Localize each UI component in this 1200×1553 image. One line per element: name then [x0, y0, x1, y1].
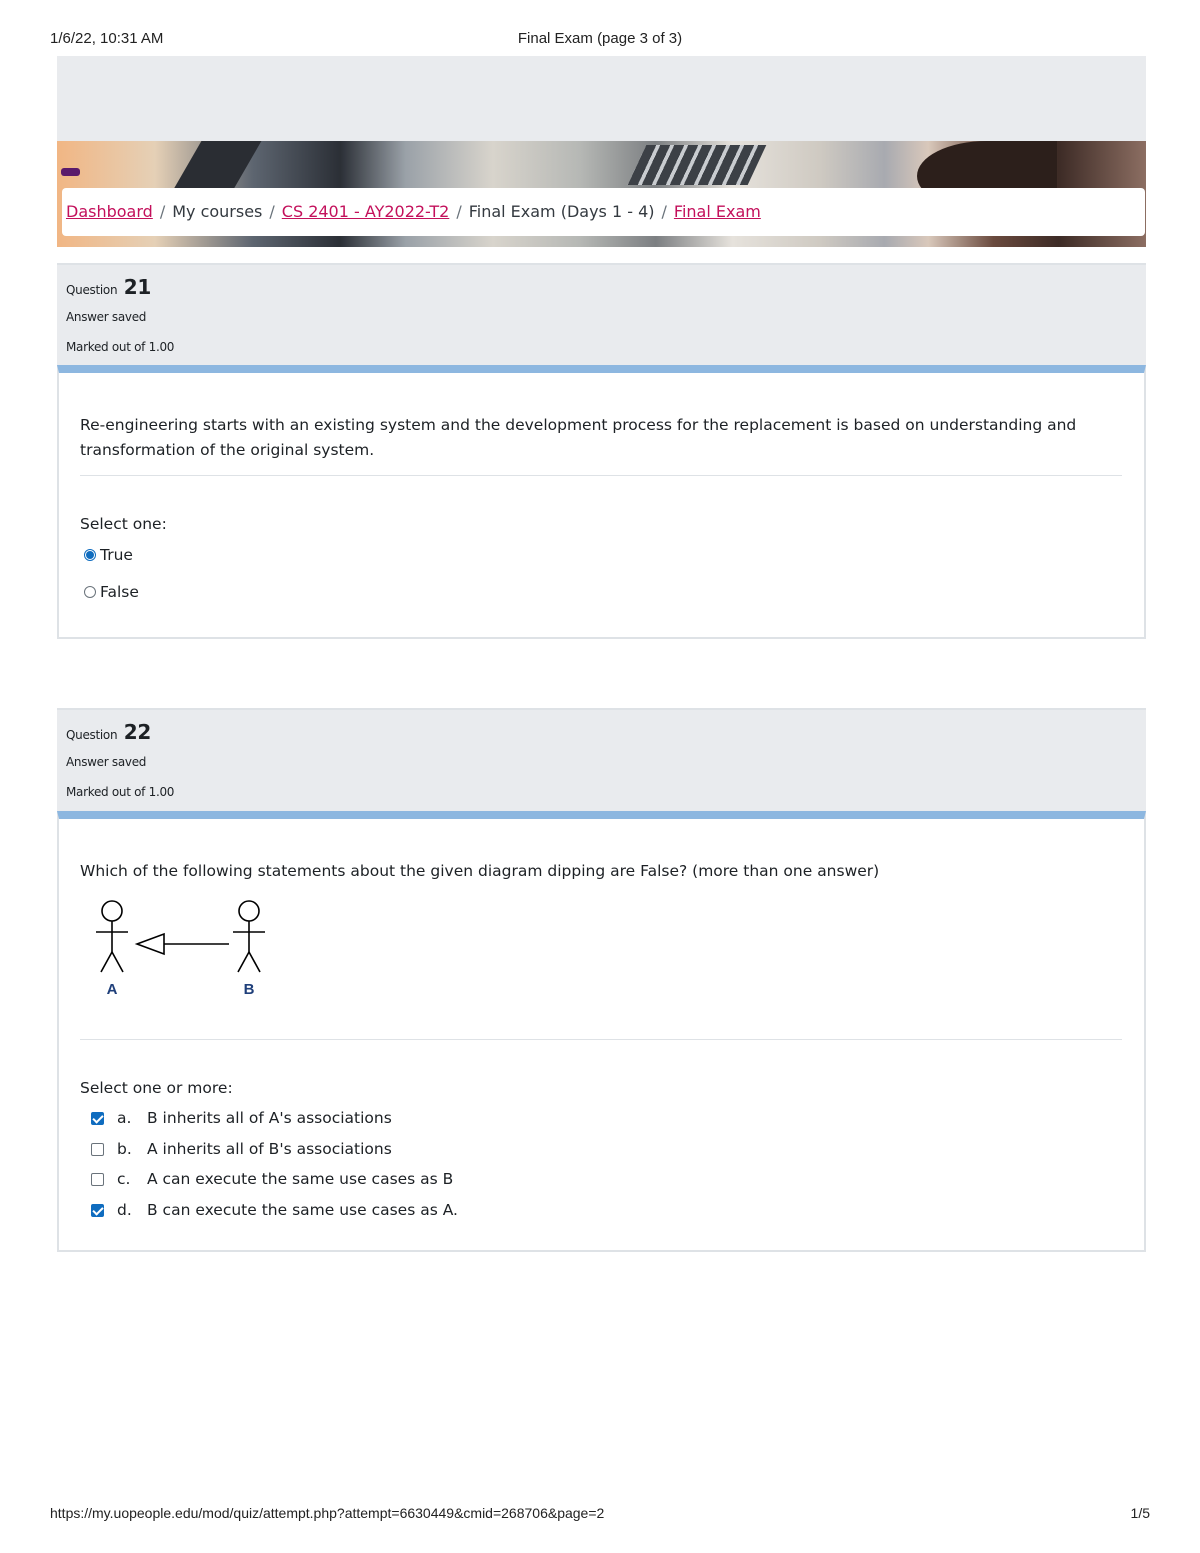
radio-button-checked[interactable]: [84, 549, 96, 561]
option-letter: a.: [117, 1109, 132, 1127]
breadcrumb-my-courses: My courses: [172, 202, 263, 221]
option-a[interactable]: [91, 1109, 392, 1127]
option-label: A can execute the same use cases as B: [147, 1170, 454, 1188]
print-footer: [50, 1505, 1150, 1525]
actor-b-label: B: [243, 981, 255, 998]
option-label: False: [100, 583, 139, 601]
checkbox[interactable]: [91, 1173, 104, 1186]
option-label: True: [100, 546, 133, 564]
option-label: B can execute the same use cases as A.: [147, 1201, 458, 1219]
question-grade: Marked out of 1.00: [66, 785, 175, 799]
top-band: [57, 56, 1146, 141]
print-datetime: 1/6/22, 10:31 AM: [50, 30, 164, 47]
question-state: Answer saved: [66, 310, 147, 324]
breadcrumb: [62, 188, 1145, 236]
breadcrumb-section: Final Exam (Days 1 - 4): [468, 202, 655, 221]
breadcrumb-final-exam-link[interactable]: Final Exam: [673, 202, 761, 221]
actor-a-label: A: [106, 981, 118, 998]
breadcrumb-separator: /: [269, 202, 275, 221]
question-label: Question: [66, 728, 118, 742]
question-state: Answer saved: [66, 755, 147, 769]
print-url: https://my.uopeople.edu/mod/quiz/attempt.php?attempt=6630449&cmid=268706&page=2: [50, 1505, 605, 1521]
question-text: Which of the following statements about the given diagram dipping are False? (more than one answer): [80, 862, 880, 880]
option-letter: b.: [117, 1140, 132, 1158]
print-page-title: Final Exam (page 3 of 3): [517, 30, 683, 47]
question-label: Question: [66, 283, 118, 297]
breadcrumb-separator: /: [661, 202, 667, 221]
option-b[interactable]: [91, 1140, 392, 1158]
actor-a-icon: [96, 901, 128, 972]
option-letter: c.: [117, 1170, 131, 1188]
option-true[interactable]: [84, 546, 133, 564]
question-21-info: [57, 263, 1146, 365]
divider: [80, 1039, 1122, 1040]
answer-prompt: Select one or more:: [80, 1079, 233, 1097]
question-22-content: [57, 811, 1146, 1252]
option-letter: d.: [117, 1201, 132, 1219]
option-c[interactable]: [91, 1170, 453, 1188]
breadcrumb-dashboard-link[interactable]: Dashboard: [66, 202, 153, 221]
print-page-number: 1/5: [1130, 1505, 1150, 1521]
divider: [80, 475, 1122, 476]
checkbox-checked[interactable]: [91, 1112, 104, 1125]
option-false[interactable]: [84, 583, 139, 601]
question-21-content: [57, 365, 1146, 639]
checkbox-checked[interactable]: [91, 1204, 104, 1217]
question-grade: Marked out of 1.00: [66, 340, 175, 354]
radio-button[interactable]: [84, 586, 96, 598]
option-label: A inherits all of B's associations: [147, 1140, 392, 1158]
print-header: [50, 30, 1150, 50]
use-case-actor-diagram: [89, 894, 289, 1004]
question-22-info: [57, 708, 1146, 812]
question-text: Re-engineering starts with an existing system and the development process for the replacement is based on understanding and transformation of the original system.: [80, 416, 1077, 459]
breadcrumb-separator: /: [159, 202, 166, 221]
option-d[interactable]: [91, 1201, 458, 1219]
question-number-value: 22: [123, 720, 152, 744]
generalization-arrow-icon: [137, 934, 229, 954]
breadcrumb-separator: /: [456, 202, 462, 221]
answer-prompt: Select one:: [80, 515, 167, 533]
option-label: B inherits all of A's associations: [147, 1109, 392, 1127]
question-number: [66, 720, 151, 744]
checkbox[interactable]: [91, 1143, 104, 1156]
question-number-value: 21: [123, 275, 152, 299]
question-number: [66, 275, 151, 299]
banner-badge: [61, 168, 80, 176]
breadcrumb-course-link[interactable]: CS 2401 - AY2022-T2: [281, 202, 450, 221]
actor-b-icon: [233, 901, 265, 972]
